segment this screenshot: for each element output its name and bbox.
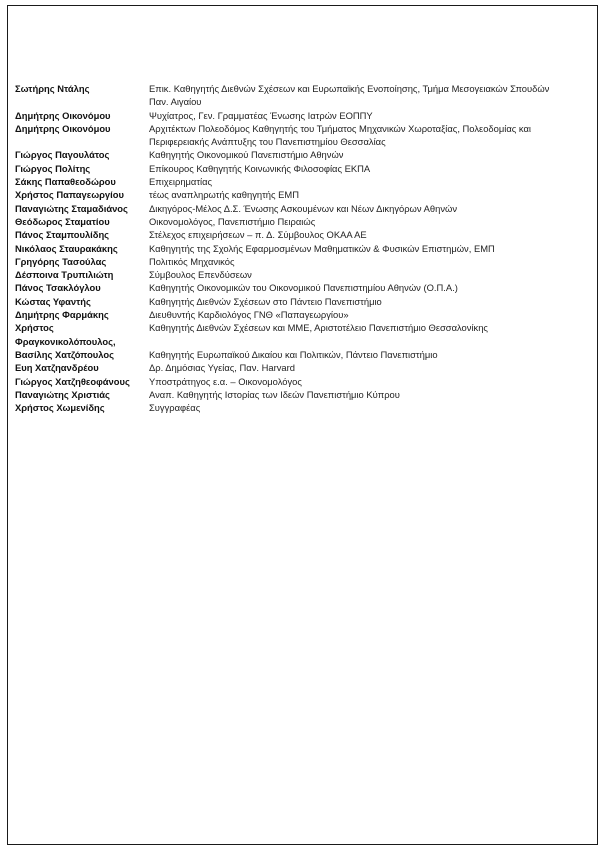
list-item xyxy=(15,388,593,401)
list-item xyxy=(15,82,593,109)
list-item xyxy=(15,122,593,149)
person-name: Σωτήρης Ντάλης xyxy=(15,83,90,94)
list-item xyxy=(15,255,593,268)
person-role: τέως αναπληρωτής καθηγητής ΕΜΠ xyxy=(149,189,299,201)
person-name: Πάνος Τσακλόγλου xyxy=(15,282,101,294)
list-item xyxy=(15,401,593,414)
person-role: Αρχιτέκτων Πολεοδόμος Καθηγητής του Τμήματος Μηχανικών Χωροταξίας, Πολεοδομίας και Περιφερειακής Ανάπτυξης του Πανεπιστημίου Θεσσαλίας xyxy=(149,122,531,148)
person-name: Δέσποινα Τρυπιλιώτη xyxy=(15,269,114,281)
list-item xyxy=(15,268,593,281)
person-role: Καθηγητής Ευρωπαϊκού Δικαίου και Πολιτικών, Πάντειο Πανεπιστήμιο xyxy=(149,348,438,360)
list-item xyxy=(15,215,593,228)
person-role: Καθηγητής Οικονομικών του Οικονομικού Πανεπιστημίου Αθηνών (Ο.Π.Α.) xyxy=(149,282,458,294)
person-name: Γιώργος Παγουλάτος xyxy=(15,149,110,161)
list-item xyxy=(15,188,593,201)
person-name: Παναγιώτης Σταμαδιάνος xyxy=(15,202,128,214)
document-page xyxy=(7,5,598,845)
list-item xyxy=(15,321,593,334)
list-item xyxy=(15,242,593,255)
signatories-list xyxy=(15,82,593,414)
list-item xyxy=(15,375,593,388)
person-role: Διευθυντής Καρδιολόγος ΓΝΘ «Παπαγεωργίου» xyxy=(149,309,349,321)
list-item xyxy=(15,202,593,215)
person-role: Συγγραφέας xyxy=(149,402,201,414)
person-role: Επικ. Καθηγητής Διεθνών Σχέσεων και Ευρωπαϊκής Ενοποίησης, Τμήμα Μεσογειακών Σπουδών Παν. Αιγαίου xyxy=(149,83,550,108)
person-role: Οικονομολόγος, Πανεπιστήμιο Πειραιώς xyxy=(149,215,316,227)
person-role: Καθηγητής Διεθνών Σχέσεων και ΜΜΕ, Αριστοτέλειο Πανεπιστήμιο Θεσσαλονίκης xyxy=(149,322,488,334)
list-item xyxy=(15,148,593,161)
person-name: Βασίλης Χατζόπουλος xyxy=(15,348,114,360)
person-role: Επίκουρος Καθηγητής Κοινωνικής Φιλοσοφίας ΕΚΠΑ xyxy=(149,162,371,174)
list-item xyxy=(15,348,593,361)
person-name: Θεόδωρος Σταματίου xyxy=(15,215,110,227)
person-role: Καθηγητής Διεθνών Σχέσεων στο Πάντειο Πανεπιστήμιο xyxy=(149,295,382,307)
person-name: Νικόλαος Σταυρακάκης xyxy=(15,242,118,254)
list-item xyxy=(15,295,593,308)
person-name: Χρήστος xyxy=(15,322,54,334)
list-item xyxy=(15,109,593,122)
list-item xyxy=(15,281,593,294)
person-role: Ψυχίατρος, Γεν. Γραμματέας Ένωσης Ιατρών ΕΟΠΠΥ xyxy=(149,109,373,121)
list-item xyxy=(15,175,593,188)
person-role: Αναπ. Καθηγητής Ιστορίας των Ιδεών Πανεπιστήμιο Κύπρου xyxy=(149,388,400,400)
person-name: Γιώργος Πολίτης xyxy=(15,162,91,174)
person-name: Κώστας Υφαντής xyxy=(15,295,91,307)
list-item xyxy=(15,361,593,374)
person-name: Χρήστος Παπαγεωργίου xyxy=(15,189,124,201)
person-role: Πολιτικός Μηχανικός xyxy=(149,255,235,267)
list-item xyxy=(15,162,593,175)
list-item xyxy=(15,308,593,321)
person-name: Δημήτρης Φαρμάκης xyxy=(15,309,109,321)
person-name: Γιώργος Χατζηθεοφάνους xyxy=(15,375,130,387)
person-name: Ευη Χατζηανδρέου xyxy=(15,362,99,374)
person-name: Δημήτρης Οικονόμου xyxy=(15,122,111,134)
person-role: Στέλεχος επιχειρήσεων – π. Δ. Σύμβουλος ΟΚΑΑ ΑΕ xyxy=(149,229,367,241)
person-name: Χρήστος Χωμενίδης xyxy=(15,402,105,414)
person-role: Δρ. Δημόσιας Υγείας, Παν. Harvard xyxy=(149,362,295,374)
person-name: Σάκης Παπαθεοδώρου xyxy=(15,176,116,188)
person-name: Φραγκονικολόπουλος, xyxy=(15,335,116,347)
person-role: Καθηγητής Οικονομικού Πανεπιστήμιο Αθηνών xyxy=(149,149,344,161)
person-name: Δημήτρης Οικονόμου xyxy=(15,109,111,121)
person-role: Καθηγητής της Σχολής Εφαρμοσμένων Μαθηματικών & Φυσικών Επιστημών, ΕΜΠ xyxy=(149,242,495,254)
person-name: Παναγιώτης Χριστιάς xyxy=(15,388,110,400)
list-item xyxy=(15,335,593,348)
person-name: Πάνος Σταμπουλίδης xyxy=(15,229,110,241)
list-item xyxy=(15,228,593,241)
person-name: Γρηγόρης Τασούλας xyxy=(15,255,107,267)
person-role: Σύμβουλος Επενδύσεων xyxy=(149,269,252,281)
person-role: Δικηγόρος-Μέλος Δ.Σ. Ένωσης Ασκουμένων και Νέων Δικηγόρων Αθηνών xyxy=(149,202,458,214)
person-role: Υποστράτηγος ε.α. – Οικονομολόγος xyxy=(149,375,302,387)
person-role: Επιχειρηματίας xyxy=(149,176,213,188)
